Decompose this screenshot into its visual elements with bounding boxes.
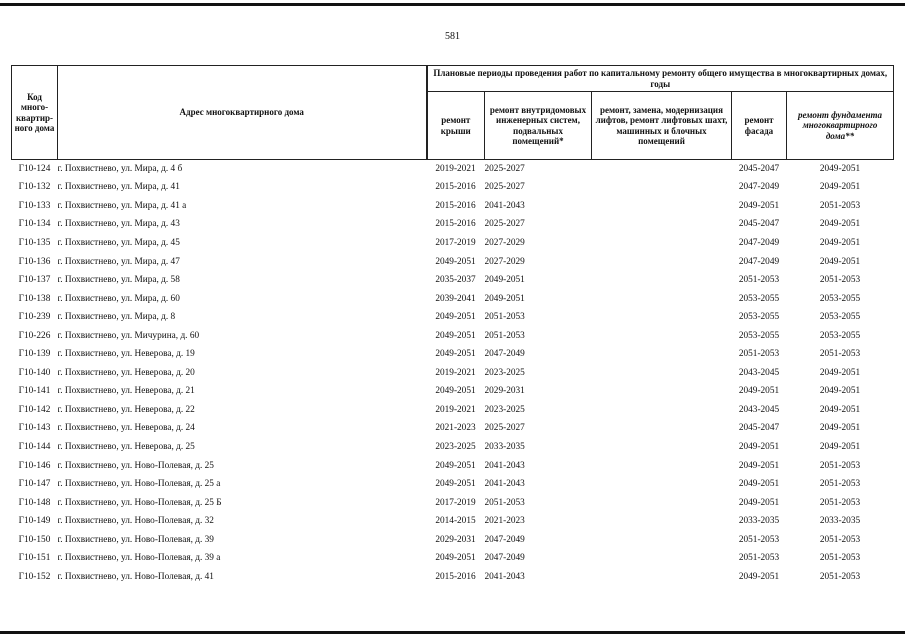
facade-period-cell: 2049-2051 <box>738 479 780 490</box>
engineering-period-cell: 2025-2027 <box>484 182 525 193</box>
table-row <box>12 420 894 439</box>
house-code-cell: Г10-124 <box>18 163 51 174</box>
house-code-cell: Г10-135 <box>18 237 51 248</box>
roof-period-cell: 2049-2051 <box>435 349 476 360</box>
table-row <box>12 345 894 364</box>
foundation-period-cell: 2051-2053 <box>819 349 861 360</box>
repair-schedule-table <box>11 65 894 587</box>
table-row <box>12 197 894 216</box>
engineering-period-cell: 2047-2049 <box>484 534 525 545</box>
facade-period-cell: 2053-2055 <box>738 293 780 304</box>
foundation-period-cell: 2051-2053 <box>819 460 861 471</box>
facade-period-cell: 2047-2049 <box>738 237 780 248</box>
engineering-period-cell: 2047-2049 <box>484 553 525 564</box>
roof-period-cell: 2023-2025 <box>435 441 476 452</box>
address-cell: г. Похвистнево, ул. Мира, д. 47 <box>57 256 180 267</box>
address-cell: г. Похвистнево, ул. Мира, д. 60 <box>57 293 180 304</box>
foundation-period-cell: 2051-2053 <box>819 497 861 508</box>
address-cell: г. Похвистнево, ул. Ново-Полевая, д. 39 а <box>57 553 221 564</box>
header-foundation-repair: ремонт фундамента многоквартирного дома** <box>787 92 894 160</box>
header-house-code: Код много-квартир-ного дома <box>12 66 58 160</box>
foundation-period-cell: 2049-2051 <box>819 256 861 267</box>
table-row <box>12 253 894 272</box>
page-number: 581 <box>445 31 460 42</box>
house-code-cell: Г10-150 <box>18 534 51 545</box>
foundation-period-cell: 2053-2055 <box>819 312 861 323</box>
facade-period-cell: 2047-2049 <box>738 256 780 267</box>
foundation-period-cell: 2049-2051 <box>819 219 861 230</box>
foundation-period-cell: 2049-2051 <box>819 237 861 248</box>
foundation-period-cell: 2049-2051 <box>819 441 861 452</box>
lifts-period-cell <box>592 475 732 494</box>
lifts-period-cell <box>592 234 732 253</box>
table-row <box>12 438 894 457</box>
engineering-period-cell: 2041-2043 <box>484 479 525 490</box>
house-code-cell: Г10-147 <box>18 479 51 490</box>
foundation-period-cell: 2051-2053 <box>819 553 861 564</box>
facade-period-cell: 2049-2051 <box>738 200 780 211</box>
roof-period-cell: 2049-2051 <box>435 330 476 341</box>
house-code-cell: Г10-137 <box>18 275 51 286</box>
engineering-period-cell: 2029-2031 <box>484 386 525 397</box>
lifts-period-cell <box>592 290 732 309</box>
house-code-cell: Г10-132 <box>18 182 51 193</box>
facade-period-cell: 2047-2049 <box>738 182 780 193</box>
table-row <box>12 271 894 290</box>
address-cell: г. Похвистнево, ул. Ново-Полевая, д. 25 а <box>57 479 221 490</box>
table-row <box>12 290 894 309</box>
table-row <box>12 401 894 420</box>
house-code-cell: Г10-239 <box>18 312 51 323</box>
foundation-period-cell: 2053-2055 <box>819 330 861 341</box>
roof-period-cell: 2029-2031 <box>435 534 476 545</box>
house-code-cell: Г10-134 <box>18 219 51 230</box>
header-engineering-repair: ремонт внутридомовых инженерных систем, подвальных помещений* <box>485 92 592 160</box>
house-code-cell: Г10-136 <box>18 256 51 267</box>
lifts-period-cell <box>592 549 732 568</box>
lifts-period-cell <box>592 383 732 402</box>
house-code-cell: Г10-226 <box>18 330 51 341</box>
bottom-border-rule <box>0 631 905 634</box>
lifts-period-cell <box>592 308 732 327</box>
lifts-period-cell <box>592 179 732 198</box>
engineering-period-cell: 2025-2027 <box>484 163 525 174</box>
lifts-period-cell <box>592 364 732 383</box>
table-row <box>12 568 894 587</box>
address-cell: г. Похвистнево, ул. Мичурина, д. 60 <box>57 330 200 341</box>
engineering-period-cell: 2041-2043 <box>484 460 525 471</box>
facade-period-cell: 2053-2055 <box>738 312 780 323</box>
lifts-period-cell <box>592 160 732 179</box>
table-row <box>12 216 894 235</box>
facade-period-cell: 2051-2053 <box>738 534 780 545</box>
lifts-period-cell <box>592 271 732 290</box>
address-cell: г. Похвистнево, ул. Мира, д. 8 <box>57 312 176 323</box>
house-code-cell: Г10-133 <box>18 200 51 211</box>
address-cell: г. Похвистнево, ул. Неверова, д. 22 <box>57 404 195 415</box>
roof-period-cell: 2049-2051 <box>435 256 476 267</box>
engineering-period-cell: 2027-2029 <box>484 256 525 267</box>
roof-period-cell: 2019-2021 <box>435 367 476 378</box>
address-cell: г. Похвистнево, ул. Неверова, д. 19 <box>57 349 195 360</box>
roof-period-cell: 2049-2051 <box>435 553 476 564</box>
table-row <box>12 512 894 531</box>
facade-period-cell: 2045-2047 <box>738 423 780 434</box>
facade-period-cell: 2043-2045 <box>738 404 780 415</box>
lifts-period-cell <box>592 197 732 216</box>
house-code-cell: Г10-143 <box>18 423 51 434</box>
engineering-period-cell: 2025-2027 <box>484 423 525 434</box>
header-planned-periods: Плановые периоды проведения работ по капитальному ремонту общего имущества в многоквартирных домах, годы <box>427 66 894 92</box>
address-cell: г. Похвистнево, ул. Ново-Полевая, д. 41 <box>57 571 214 582</box>
roof-period-cell: 2017-2019 <box>435 497 476 508</box>
engineering-period-cell: 2051-2053 <box>484 312 525 323</box>
house-code-cell: Г10-139 <box>18 349 51 360</box>
header-address: Адрес многоквартирного дома <box>58 66 427 160</box>
address-cell: г. Похвистнево, ул. Мира, д. 45 <box>57 237 180 248</box>
foundation-period-cell: 2049-2051 <box>819 404 861 415</box>
engineering-period-cell: 2049-2051 <box>484 275 525 286</box>
facade-period-cell: 2045-2047 <box>738 219 780 230</box>
house-code-cell: Г10-142 <box>18 404 51 415</box>
address-cell: г. Похвистнево, ул. Мира, д. 4 б <box>57 163 183 174</box>
roof-period-cell: 2015-2016 <box>435 571 476 582</box>
foundation-period-cell: 2049-2051 <box>819 423 861 434</box>
foundation-period-cell: 2053-2055 <box>819 293 861 304</box>
table-row <box>12 475 894 494</box>
facade-period-cell: 2049-2051 <box>738 571 780 582</box>
lifts-period-cell <box>592 531 732 550</box>
lifts-period-cell <box>592 327 732 346</box>
table-row <box>12 234 894 253</box>
facade-period-cell: 2051-2053 <box>738 275 780 286</box>
roof-period-cell: 2015-2016 <box>435 182 476 193</box>
roof-period-cell: 2015-2016 <box>435 200 476 211</box>
facade-period-cell: 2051-2053 <box>738 349 780 360</box>
address-cell: г. Похвистнево, ул. Неверова, д. 25 <box>57 441 195 452</box>
table-row <box>12 179 894 198</box>
roof-period-cell: 2049-2051 <box>435 479 476 490</box>
house-code-cell: Г10-138 <box>18 293 51 304</box>
foundation-period-cell: 2049-2051 <box>819 163 861 174</box>
table-body <box>12 160 894 587</box>
engineering-period-cell: 2051-2053 <box>484 330 525 341</box>
roof-period-cell: 2049-2051 <box>435 386 476 397</box>
engineering-period-cell: 2033-2035 <box>484 441 525 452</box>
address-cell: г. Похвистнево, ул. Ново-Полевая, д. 39 <box>57 534 214 545</box>
engineering-period-cell: 2027-2029 <box>484 237 525 248</box>
house-code-cell: Г10-152 <box>18 571 51 582</box>
roof-period-cell: 2019-2021 <box>435 404 476 415</box>
table-row <box>12 549 894 568</box>
lifts-period-cell <box>592 216 732 235</box>
engineering-period-cell: 2023-2025 <box>484 404 525 415</box>
foundation-period-cell: 2051-2053 <box>819 200 861 211</box>
foundation-period-cell: 2051-2053 <box>819 479 861 490</box>
house-code-cell: Г10-149 <box>18 516 51 527</box>
roof-period-cell: 2019-2021 <box>435 163 476 174</box>
roof-period-cell: 2035-2037 <box>435 275 476 286</box>
table-row <box>12 160 894 179</box>
address-cell: г. Похвистнево, ул. Ново-Полевая, д. 25 Б <box>57 497 222 508</box>
lifts-period-cell <box>592 568 732 587</box>
roof-period-cell: 2049-2051 <box>435 312 476 323</box>
lifts-period-cell <box>592 512 732 531</box>
foundation-period-cell: 2049-2051 <box>819 182 861 193</box>
facade-period-cell: 2049-2051 <box>738 441 780 452</box>
roof-period-cell: 2014-2015 <box>435 516 476 527</box>
house-code-cell: Г10-140 <box>18 367 51 378</box>
house-code-cell: Г10-146 <box>18 460 51 471</box>
engineering-period-cell: 2041-2043 <box>484 571 525 582</box>
house-code-cell: Г10-151 <box>18 553 51 564</box>
lifts-period-cell <box>592 494 732 513</box>
facade-period-cell: 2049-2051 <box>738 386 780 397</box>
facade-period-cell: 2051-2053 <box>738 553 780 564</box>
foundation-period-cell: 2051-2053 <box>819 571 861 582</box>
engineering-period-cell: 2021-2023 <box>484 516 525 527</box>
facade-period-cell: 2053-2055 <box>738 330 780 341</box>
header-lifts-repair: ремонт, замена, модернизация лифтов, ремонт лифтовых шахт, машинных и блочных помещений <box>592 92 732 160</box>
table-row <box>12 327 894 346</box>
address-cell: г. Похвистнево, ул. Мира, д. 41 а <box>57 200 187 211</box>
house-code-cell: Г10-144 <box>18 441 51 452</box>
engineering-period-cell: 2047-2049 <box>484 349 525 360</box>
foundation-period-cell: 2049-2051 <box>819 367 861 378</box>
foundation-period-cell: 2049-2051 <box>819 386 861 397</box>
address-cell: г. Похвистнево, ул. Ново-Полевая, д. 25 <box>57 460 214 471</box>
address-cell: г. Похвистнево, ул. Неверова, д. 24 <box>57 423 195 434</box>
address-cell: г. Похвистнево, ул. Мира, д. 43 <box>57 219 180 230</box>
lifts-period-cell <box>592 401 732 420</box>
facade-period-cell: 2043-2045 <box>738 367 780 378</box>
house-code-cell: Г10-141 <box>18 386 51 397</box>
address-cell: г. Похвистнево, ул. Мира, д. 41 <box>57 182 180 193</box>
engineering-period-cell: 2041-2043 <box>484 200 525 211</box>
foundation-period-cell: 2033-2035 <box>819 516 861 527</box>
engineering-period-cell: 2049-2051 <box>484 293 525 304</box>
roof-period-cell: 2021-2023 <box>435 423 476 434</box>
facade-period-cell: 2049-2051 <box>738 497 780 508</box>
header-roof-repair: ремонт крыши <box>427 92 485 160</box>
roof-period-cell: 2015-2016 <box>435 219 476 230</box>
foundation-period-cell: 2051-2053 <box>819 534 861 545</box>
lifts-period-cell <box>592 438 732 457</box>
facade-period-cell: 2045-2047 <box>738 163 780 174</box>
address-cell: г. Похвистнево, ул. Неверова, д. 20 <box>57 367 195 378</box>
table-row <box>12 308 894 327</box>
engineering-period-cell: 2025-2027 <box>484 219 525 230</box>
engineering-period-cell: 2051-2053 <box>484 497 525 508</box>
roof-period-cell: 2017-2019 <box>435 237 476 248</box>
address-cell: г. Похвистнево, ул. Ново-Полевая, д. 32 <box>57 516 214 527</box>
table-row <box>12 494 894 513</box>
roof-period-cell: 2049-2051 <box>435 460 476 471</box>
lifts-period-cell <box>592 345 732 364</box>
address-cell: г. Похвистнево, ул. Мира, д. 58 <box>57 275 180 286</box>
lifts-period-cell <box>592 253 732 272</box>
header-facade-repair: ремонт фасада <box>732 92 787 160</box>
lifts-period-cell <box>592 457 732 476</box>
house-code-cell: Г10-148 <box>18 497 51 508</box>
top-border-rule <box>0 3 905 6</box>
table-row <box>12 383 894 402</box>
table-row <box>12 364 894 383</box>
facade-period-cell: 2049-2051 <box>738 460 780 471</box>
address-cell: г. Похвистнево, ул. Неверова, д. 21 <box>57 386 195 397</box>
roof-period-cell: 2039-2041 <box>435 293 476 304</box>
table-row <box>12 457 894 476</box>
lifts-period-cell <box>592 420 732 439</box>
facade-period-cell: 2033-2035 <box>738 516 780 527</box>
foundation-period-cell: 2051-2053 <box>819 275 861 286</box>
engineering-period-cell: 2023-2025 <box>484 367 525 378</box>
table-row <box>12 531 894 550</box>
